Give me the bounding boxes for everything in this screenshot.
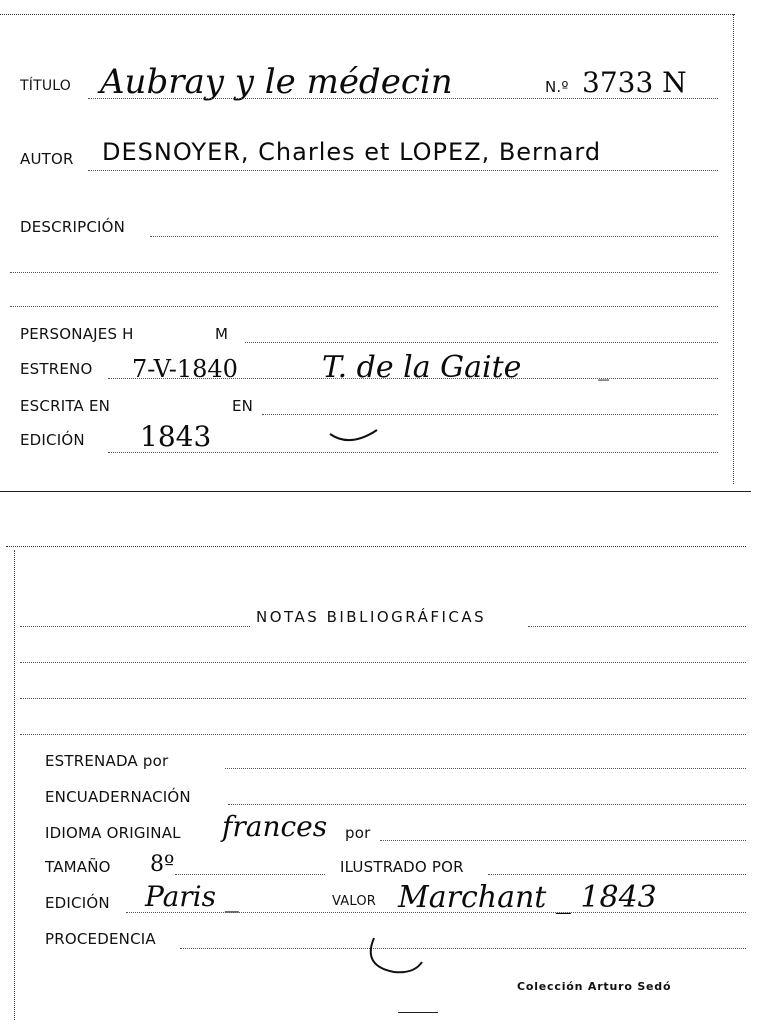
estreno-rule (108, 378, 718, 379)
notas-rule-left (20, 626, 250, 627)
notas-title: NOTAS BIBLIOGRÁFICAS (256, 608, 487, 626)
idioma-label: IDIOMA ORIGINAL (45, 824, 181, 842)
escrita-en-label: EN (232, 397, 254, 415)
personajes-rule (245, 342, 718, 343)
bottom-dash (398, 1012, 438, 1013)
autor-label: AUTOR (20, 150, 74, 168)
edicion-rule (108, 452, 718, 453)
card-top-edge (0, 14, 735, 15)
numero-value: 3733 N (582, 66, 687, 99)
estreno-place: T. de la Gaite (322, 350, 522, 385)
encuadernacion-rule (228, 804, 746, 805)
estrenada-rule (225, 768, 746, 769)
notas-rule-right (528, 626, 746, 627)
descripcion-rule-2 (10, 272, 718, 273)
card2-top-edge (6, 546, 746, 547)
tamano-label: TAMAÑO (45, 858, 111, 876)
valor-value: Marchant _ 1843 (398, 880, 657, 915)
encuadernacion-label: ENCUADERNACIÓN (45, 788, 191, 806)
titulo-value: Aubray y le médecin (100, 62, 453, 102)
titulo-rule (88, 98, 718, 99)
edicion2-label: EDICIÓN (45, 894, 110, 912)
catalog-card-bottom (0, 540, 759, 1028)
procedencia-label: PROCEDENCIA (45, 930, 156, 948)
pen-mark-2 (364, 932, 434, 980)
card-right-edge (733, 14, 734, 484)
catalog-card-top (0, 0, 759, 495)
escrita-rule (262, 414, 718, 415)
autor-rule (88, 170, 718, 171)
valor-label: VALOR (332, 894, 376, 909)
idioma-por-label: por (345, 824, 371, 842)
coleccion-stamp: Colección Arturo Sedó (517, 980, 672, 993)
titulo-label: TÍTULO (20, 78, 71, 94)
notas-rule-2 (20, 662, 746, 663)
personajes-m-label: M (215, 325, 229, 343)
procedencia-rule (180, 948, 746, 949)
idioma-rule (380, 840, 746, 841)
edicion-value: 1843 (140, 420, 212, 453)
estreno-dash: _ (598, 356, 609, 381)
edicion-label: EDICIÓN (20, 431, 85, 449)
edicion2-rule (126, 912, 746, 913)
estreno-date: 7-V-1840 (132, 355, 238, 383)
card2-left-edge (14, 550, 15, 1020)
descripcion-rule-1 (150, 236, 718, 237)
personajes-label: PERSONAJES H (20, 325, 134, 343)
numero-label: N.º (545, 78, 569, 96)
autor-value: DESNOYER, Charles et LOPEZ, Bernard (102, 138, 602, 166)
notas-rule-3 (20, 698, 746, 699)
idioma-value: frances (222, 810, 328, 843)
estrenada-label: ESTRENADA por (45, 752, 169, 770)
edicion2-value: Paris _ (145, 880, 239, 913)
pen-mark (325, 422, 385, 452)
estreno-label: ESTRENO (20, 360, 93, 378)
notas-rule-4 (20, 734, 746, 735)
escrita-label: ESCRITA EN (20, 397, 111, 415)
card-bottom-edge (0, 491, 751, 492)
descripcion-rule-3 (10, 306, 718, 307)
ilustrado-label: ILUSTRADO POR (340, 858, 464, 876)
descripcion-label: DESCRIPCIÓN (20, 218, 126, 236)
tamano-value: 8º (150, 852, 175, 877)
tamano-rule (175, 874, 325, 875)
ilustrado-rule (488, 874, 746, 875)
